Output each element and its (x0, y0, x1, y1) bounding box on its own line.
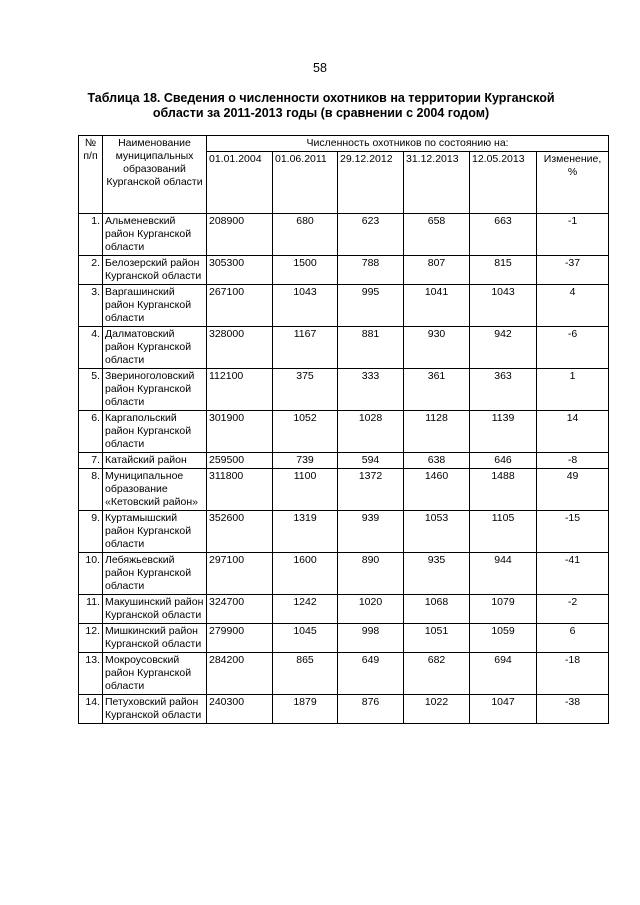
value-2013-12: 1053 (404, 511, 470, 553)
header-num: № п/п (79, 136, 103, 214)
value-2013-12: 1041 (404, 285, 470, 327)
value-2013-12: 1128 (404, 411, 470, 453)
value-2012-12: 1020 (338, 595, 404, 624)
value-2011: 1167 (273, 327, 338, 369)
header-name: Наименование муниципальных образований Курганской области (103, 136, 207, 214)
municipality-name: Мокроусовский район Курганской области (103, 653, 207, 695)
value-2011: 739 (273, 453, 338, 469)
table-row (79, 595, 609, 624)
value-change: -37 (537, 256, 609, 285)
row-number: 1. (79, 214, 103, 256)
value-2004: 240300 (207, 695, 273, 724)
table-row (79, 327, 609, 369)
municipality-name: Макушинский район Курганской области (103, 595, 207, 624)
value-change: -15 (537, 511, 609, 553)
row-number: 5. (79, 369, 103, 411)
page-number: 58 (313, 61, 327, 75)
row-number: 8. (79, 469, 103, 511)
value-change: -41 (537, 553, 609, 595)
value-2004: 284200 (207, 653, 273, 695)
value-change: -18 (537, 653, 609, 695)
municipality-name: Каргапольский район Курганской области (103, 411, 207, 453)
header-date-2: 01.06.2011 (273, 152, 338, 214)
row-number: 2. (79, 256, 103, 285)
value-2012-12: 788 (338, 256, 404, 285)
value-change: -2 (537, 595, 609, 624)
table-row (79, 624, 609, 653)
value-2011: 1045 (273, 624, 338, 653)
table-title (86, 91, 556, 121)
table-row (79, 553, 609, 595)
value-2004: 305300 (207, 256, 273, 285)
value-2013-05: 694 (470, 653, 537, 695)
value-2012-12: 876 (338, 695, 404, 724)
header-row-1 (79, 136, 609, 152)
value-2013-12: 682 (404, 653, 470, 695)
row-number: 11. (79, 595, 103, 624)
municipality-name: Лебяжьевский район Курганской области (103, 553, 207, 595)
municipality-name: Катайский район (103, 453, 207, 469)
header-date-5: 12.05.2013 (470, 152, 537, 214)
table-row (79, 285, 609, 327)
value-2013-05: 1079 (470, 595, 537, 624)
municipality-name: Альменевский район Курганской области (103, 214, 207, 256)
value-2011: 680 (273, 214, 338, 256)
value-change: -1 (537, 214, 609, 256)
row-number: 12. (79, 624, 103, 653)
value-2013-12: 1068 (404, 595, 470, 624)
value-change: 14 (537, 411, 609, 453)
table-row (79, 511, 609, 553)
row-number: 9. (79, 511, 103, 553)
value-2013-05: 944 (470, 553, 537, 595)
row-number: 7. (79, 453, 103, 469)
value-2012-12: 998 (338, 624, 404, 653)
value-2004: 259500 (207, 453, 273, 469)
value-2011: 1319 (273, 511, 338, 553)
value-2011: 375 (273, 369, 338, 411)
value-2013-12: 361 (404, 369, 470, 411)
value-change: 1 (537, 369, 609, 411)
value-2013-05: 1105 (470, 511, 537, 553)
header-date-4: 31.12.2013 (404, 152, 470, 214)
table-body (79, 214, 609, 724)
value-change: 6 (537, 624, 609, 653)
table-row (79, 256, 609, 285)
value-change: 49 (537, 469, 609, 511)
value-2012-12: 1028 (338, 411, 404, 453)
value-change: -38 (537, 695, 609, 724)
municipality-name: Варгашинский район Курганской области (103, 285, 207, 327)
value-2013-12: 1051 (404, 624, 470, 653)
row-number: 4. (79, 327, 103, 369)
value-2004: 267100 (207, 285, 273, 327)
header-date-3: 29.12.2012 (338, 152, 404, 214)
value-2011: 1879 (273, 695, 338, 724)
value-2013-05: 942 (470, 327, 537, 369)
municipality-name: Петуховский район Курганской области (103, 695, 207, 724)
value-2011: 1100 (273, 469, 338, 511)
value-2013-12: 807 (404, 256, 470, 285)
value-2013-12: 658 (404, 214, 470, 256)
value-2012-12: 1372 (338, 469, 404, 511)
value-change: -6 (537, 327, 609, 369)
value-2004: 328000 (207, 327, 273, 369)
value-change: 4 (537, 285, 609, 327)
value-2011: 1500 (273, 256, 338, 285)
value-2004: 311800 (207, 469, 273, 511)
value-2013-05: 815 (470, 256, 537, 285)
value-2013-05: 663 (470, 214, 537, 256)
value-2012-12: 333 (338, 369, 404, 411)
table-row (79, 469, 609, 511)
value-2013-12: 930 (404, 327, 470, 369)
value-2013-12: 1460 (404, 469, 470, 511)
header-date-1: 01.01.2004 (207, 152, 273, 214)
municipality-name: Далматовский район Курганской области (103, 327, 207, 369)
municipality-name: Звериноголовский район Курганской области (103, 369, 207, 411)
value-2004: 112100 (207, 369, 273, 411)
value-2011: 1600 (273, 553, 338, 595)
value-2011: 865 (273, 653, 338, 695)
value-2004: 352600 (207, 511, 273, 553)
value-2013-05: 1047 (470, 695, 537, 724)
header-group: Численность охотников по состоянию на: (207, 136, 609, 152)
header-change: Изменение, % (537, 152, 609, 214)
value-2012-12: 594 (338, 453, 404, 469)
value-2012-12: 890 (338, 553, 404, 595)
title-line-1: Таблица 18. Сведения о численности охотников на территории Курганской (87, 91, 555, 105)
table-row (79, 453, 609, 469)
value-2012-12: 623 (338, 214, 404, 256)
table-row (79, 411, 609, 453)
value-2011: 1052 (273, 411, 338, 453)
value-2004: 301900 (207, 411, 273, 453)
value-2004: 208900 (207, 214, 273, 256)
value-2012-12: 939 (338, 511, 404, 553)
value-2011: 1242 (273, 595, 338, 624)
row-number: 13. (79, 653, 103, 695)
value-2013-12: 1022 (404, 695, 470, 724)
title-line-2: области за 2011-2013 годы (в сравнении с 2004 годом) (152, 106, 490, 120)
table-row (79, 695, 609, 724)
value-change: -8 (537, 453, 609, 469)
municipality-name: Мишкинский район Курганской области (103, 624, 207, 653)
value-2011: 1043 (273, 285, 338, 327)
municipality-name: Белозерский район Курганской области (103, 256, 207, 285)
row-number: 3. (79, 285, 103, 327)
value-2004: 297100 (207, 553, 273, 595)
value-2013-05: 363 (470, 369, 537, 411)
value-2012-12: 649 (338, 653, 404, 695)
value-2013-12: 638 (404, 453, 470, 469)
table-row (79, 369, 609, 411)
value-2013-05: 1059 (470, 624, 537, 653)
value-2012-12: 881 (338, 327, 404, 369)
value-2012-12: 995 (338, 285, 404, 327)
value-2004: 324700 (207, 595, 273, 624)
municipality-name: Муниципальное образование «Кетовский район» (103, 469, 207, 511)
hunters-table (78, 135, 609, 724)
table-row (79, 653, 609, 695)
table-row (79, 214, 609, 256)
row-number: 14. (79, 695, 103, 724)
value-2013-05: 646 (470, 453, 537, 469)
value-2013-05: 1043 (470, 285, 537, 327)
value-2004: 279900 (207, 624, 273, 653)
municipality-name: Куртамышский район Курганской области (103, 511, 207, 553)
row-number: 6. (79, 411, 103, 453)
row-number: 10. (79, 553, 103, 595)
value-2013-05: 1488 (470, 469, 537, 511)
value-2013-05: 1139 (470, 411, 537, 453)
value-2013-12: 935 (404, 553, 470, 595)
